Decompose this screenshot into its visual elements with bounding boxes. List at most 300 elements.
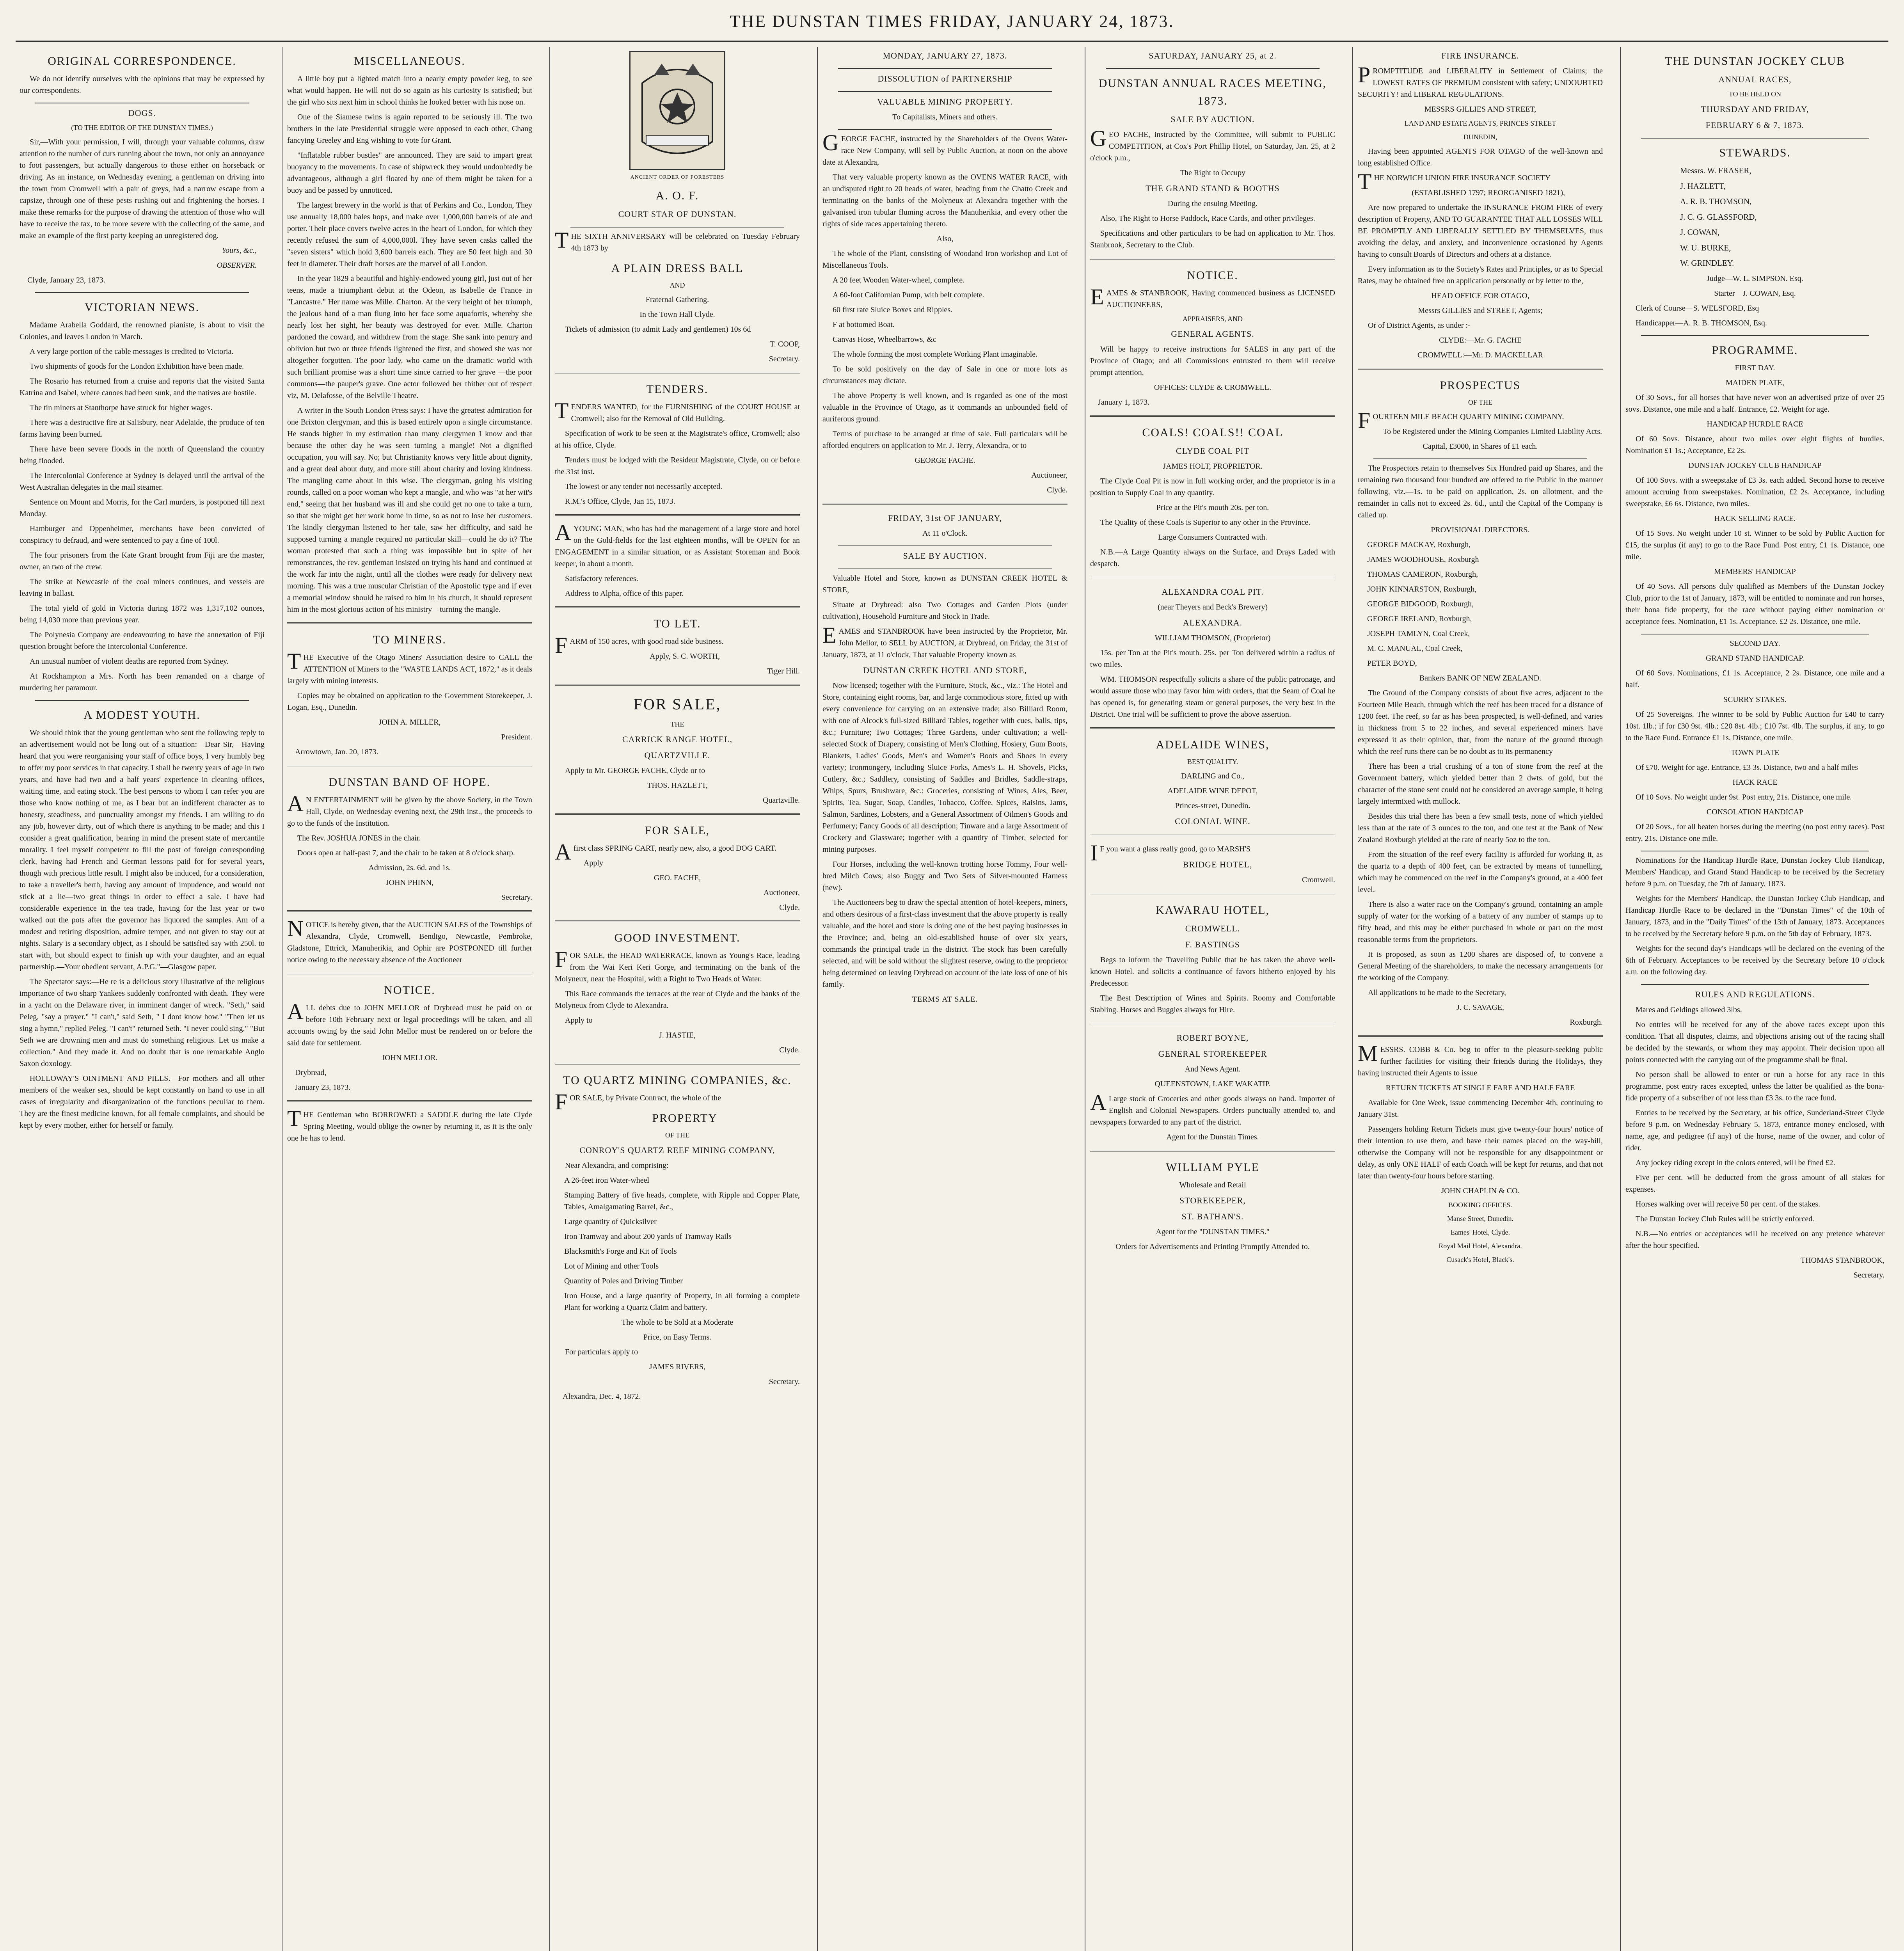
ad-title: A. O. F. bbox=[655, 189, 699, 202]
ad-body: From the situation of the reef every facility is afforded for working it, as the quartz to a depth of 400 feet, can be extracted by means of tunnelling, which may be commenced on the reef in the Company's ground, at a 400 feet level. bbox=[1358, 850, 1603, 894]
list-item: 60 first rate Sluice Boxes and Ripples. bbox=[833, 306, 953, 314]
article-title: A MODEST YOUTH. bbox=[83, 709, 201, 721]
ad-body: Large Consumers Contracted with. bbox=[1158, 533, 1267, 542]
section-heading: ORIGINAL CORRESPONDENCE. bbox=[48, 55, 236, 68]
ad-body: There is also a water race on the Company's ground, containing an ample supply of water for the working of a battery of any number of stamps up to fifty head, and this may be either purchased in whole or part on the most reasonable terms from the proprietors. bbox=[1358, 900, 1603, 944]
signature: GEO. FACHE, bbox=[654, 874, 701, 882]
ad-title: FIRE INSURANCE. bbox=[1441, 51, 1519, 60]
signature-role: Secretary. bbox=[501, 893, 532, 902]
ad-subtitle: GENERAL AGENTS. bbox=[1171, 329, 1254, 339]
ad-title: STEWARDS. bbox=[1719, 146, 1791, 159]
article-body: A writer in the South London Press says: I have the greatest admiration for one Brixton clergyman, and this is based entirely upon a single circumstance. He stands higher in my estimation than many clergymen I know and that because the other day he was seen turning a mangle! Not a dignified occupation, you will say. No; but Christianity knows very little about dignity, and a great deal about duty, and more still about charity and loving kindness. The mangling came about in this wise. The clergyman, going his visiting rounds, called on a poor woman who kept a mangle, and who was "at her wit's end," seeing that her husband was ill and she could get no one to take a turn, so that she might get her work home in time, so as not to lose her customers. The kindly clergyman listened to her tale, saw her difficulty, and said he supposed turning a mangle required no particular skill—could he do it? The woman protested that such a thing was impossible but in spite of her remonstrances, the rev. gentleman insisted on trying his hand and continued at the work far into the night, until all the clothes were ready for delivery next morning. This was a true muscular Christian of the Apostolic type and if ever a memorial window should be raised to him in his church, it should represent him in the most glorious action of his ministry—turning the mangle. bbox=[287, 406, 532, 614]
ad-body: THE SIXTH ANNIVERSARY will be celebrated on Tuesday February 4th 1873 by bbox=[555, 227, 800, 253]
rule-item: N.B.—No entries or acceptances will be received on any pretence whatever after the hour specified. bbox=[1625, 1229, 1884, 1250]
list-item: GEORGE IRELAND, Roxburgh, bbox=[1367, 615, 1472, 623]
rule-item: Any jockey riding except in the colors entered, will be fined £2. bbox=[1636, 1158, 1835, 1167]
column-divider bbox=[1620, 47, 1621, 1951]
ad-body: To be sold positively on the day of Sale in one or more lots as circumstances may dictate. bbox=[822, 365, 1067, 385]
divider bbox=[555, 813, 800, 815]
foresters-crest-icon bbox=[631, 52, 724, 169]
divider bbox=[555, 1063, 800, 1064]
column-divider bbox=[1352, 47, 1353, 1951]
ad-subtitle: ANNUAL RACES, bbox=[1718, 75, 1792, 84]
signature: Yours, &c., bbox=[222, 246, 257, 255]
divider bbox=[1641, 138, 1869, 139]
race-title: SCURRY STAKES. bbox=[1723, 695, 1787, 704]
race-body: Of 30 Sovs., for all horses that have never won an advertised prize of over 25 sovs. Distance, one mile and a half. Entrance, £2. Weight for age. bbox=[1625, 393, 1884, 414]
ad-title: DUNSTAN ANNUAL RACES MEETING, 1873. bbox=[1098, 77, 1327, 107]
ad-body: FOR SALE, by Private Contract, the whole of the bbox=[555, 1089, 721, 1114]
day-heading: FIRST DAY. bbox=[1735, 363, 1775, 372]
ad-body: Princes-street, Dunedin. bbox=[1175, 801, 1250, 810]
ad-body: The Auctioneers beg to draw the special attention of hotel-keepers, miners, and others desirous of a first-class investment that the above property is really valuable, and the hotel and store is doing one of the best paying businesses in the Province; and, being an old-established house of over six years, commands the principal trade in the district. The stock has been carefully selected, and will be sold without the slightest reserve, owing to the proprietor being determined on leaving Drybread on account of the late loss of one of his family. bbox=[822, 898, 1067, 989]
signature: T. COOP, bbox=[770, 340, 800, 348]
ad-title: KAWARAU HOTEL, bbox=[1155, 904, 1270, 917]
ad-title: DISSOLUTION of PARTNERSHIP bbox=[877, 74, 1012, 84]
news-item: Two shipments of goods for the London Exhibition have been made. bbox=[30, 362, 244, 371]
ad-body: The Clyde Coal Pit is now in full working order, and the proprietor is in a position to Supply Coal in any quantity. bbox=[1090, 477, 1335, 497]
ad-body: Four Horses, including the well-known trotting horse Tommy, Four well-bred Milch Cows; also Buggy and Two Sets of Silver-mounted Harness (new). bbox=[822, 860, 1067, 892]
race-body: Of 60 Sovs. Nominations, £1 1s. Acceptance, 2 2s. Distance, one mile and a half. bbox=[1625, 668, 1884, 689]
ad-title: PROSPECTUS bbox=[1440, 379, 1521, 392]
ad-body: All applications to be made to the Secretary, bbox=[1368, 988, 1506, 997]
column-divider bbox=[817, 47, 818, 1951]
ad-body: EAMES and STANBROOK have been instructed by the Proprietor, Mr. John Mellor, to SELL by AUCTION, at Drybread, on Friday, the 31st of January, 1873, at 11 o'clock, That valuable Property known as bbox=[822, 622, 1067, 659]
article-body: In the year 1829 a beautiful and highly-endowed young girl, just out of her teens, made a triumphant debut at the Odeon, as Isabelle de France in "Lancastre." Her name was Mille. Charton. At the very height of her triumph, the jealous hand of a man flung into her face some aquafortis, whereby she nearly lost her sight, her beauty was destroyed for ever. Mille. Charton pardoned the coward, and withdrew from the stage. She sank into penury and oblivion but two or three friends lightened the first, and showed she was not altogether forgotten. The poor lady, who came on the dramatic world with such brilliant promise was a short time since carried to her grave —the poor commons—the pauper's grave. One actor followed her thither out of respect viz, M. Delafosse, of the Belville Theatre. bbox=[287, 274, 532, 400]
signature: J. HASTIE, bbox=[659, 1031, 696, 1039]
divider bbox=[287, 910, 532, 912]
signature-role: Tiger Hill. bbox=[767, 667, 800, 675]
ad-subtitle: ST. BATHAN'S. bbox=[1181, 1212, 1244, 1221]
divider bbox=[838, 129, 1052, 130]
ad-body: ADELAIDE WINE DEPOT, bbox=[1167, 787, 1258, 795]
ad-body: THE Executive of the Otago Miners' Association desire to CALL the ATTENTION of Miners to the "WASTE LANDS ACT, 1872," as it deals largely with mining interests. bbox=[287, 649, 532, 685]
race-body: Of 40 Sovs. All persons duly qualified as Members of the Dunstan Jockey Club, prior to the 1st of January, 1873, will be entitled to nominate and run horses, their bona fide property, for the race without paying either nomination or acceptance fees. Nomination, £1 1s. Acceptance. £2 2s. Distance, one mile. bbox=[1625, 582, 1884, 626]
signature: JOHN A. MILLER, bbox=[378, 718, 441, 727]
ad-body: And News Agent. bbox=[1185, 1065, 1241, 1073]
list-item: Iron Tramway and about 200 yards of Tramway Rails bbox=[564, 1232, 732, 1241]
column-divider bbox=[549, 47, 550, 1951]
divider bbox=[822, 503, 1067, 505]
news-item: Sentence on Mount and Morris, for the Carl murders, is postponed till next Monday. bbox=[20, 498, 265, 518]
column-3 bbox=[551, 47, 804, 1951]
signature: THOS. HAZLETT, bbox=[647, 781, 708, 790]
ad-body: Are now prepared to undertake the INSURANCE FROM FIRE of every description of Property, AND TO GUARANTEE THAT ALL LOSSES WILL BE PROMPTLY AND LIBERALLY SETTLED BY THEMSELVES, thus avoiding the delay, and anxiety, and inconvenience occasioned by Agents having to consult Boards of Directors and others at a distance. bbox=[1358, 203, 1603, 259]
ad-body: Also, bbox=[936, 235, 954, 243]
signature-role: Auctioneer, bbox=[763, 888, 800, 897]
news-item: Madame Arabella Goddard, the renowned pianiste, is about to visit the Colonies, and leaves London in March. bbox=[20, 321, 265, 341]
ad-body: DARLING and Co., bbox=[1181, 772, 1245, 780]
list-item: Cusack's Hotel, Black's. bbox=[1446, 1256, 1514, 1263]
ad-body: Agent for the "DUNSTAN TIMES." bbox=[1156, 1228, 1270, 1236]
divider bbox=[287, 765, 532, 766]
ad-body: Apply to Mr. GEORGE FACHE, Clyde or to bbox=[565, 766, 705, 775]
divider bbox=[1641, 984, 1869, 985]
article-body: One of the Siamese twins is again reported to be seriously ill. The two brothers in the late Presidential struggle were opposed to each other, Chang fancying Greeley and Eng wishing to vote for Grant. bbox=[287, 113, 532, 145]
list-item: M. C. MANUAL, Coal Creek, bbox=[1367, 644, 1463, 653]
race-title: GRAND STAND HANDICAP. bbox=[1705, 654, 1805, 663]
news-item: The strike at Newcastle of the coal miners continues, and vessels are leaving in ballast. bbox=[20, 577, 265, 598]
ad-title: COALS! COALS!! COAL bbox=[1142, 426, 1283, 439]
ad-body: Satisfactory references. bbox=[565, 574, 638, 583]
rule-item: The Dunstan Jockey Club Rules will be strictly enforced. bbox=[1636, 1214, 1815, 1223]
ad-body: Also, The Right to Horse Paddock, Race Cards, and other privileges. bbox=[1100, 214, 1315, 223]
divider bbox=[1090, 258, 1335, 259]
news-item: Hamburger and Oppenheimer, merchants have been convicted of conspiracy to defraud, and were sentenced to pay a fine of 100l. bbox=[20, 524, 265, 545]
signature-role: Auctioneer, bbox=[1031, 471, 1067, 480]
article-body: "Inflatable rubber bustles" are announced. They are said to impart great buoyancy to the movements. In case of shipwreck they would undoubtedly be advantageous, although a girl floated by one of them might be taken for a buoy and be passed by unnoticed. bbox=[287, 151, 532, 195]
ad-title: TO MINERS. bbox=[373, 633, 446, 646]
divider bbox=[287, 1100, 532, 1102]
divider bbox=[1106, 68, 1320, 69]
ad-subtitle: THURSDAY AND FRIDAY, bbox=[1701, 104, 1809, 114]
dateline: January 1, 1873. bbox=[1098, 398, 1150, 407]
ad-subtitle: RETURN TICKETS AT SINGLE FARE AND HALF FARE bbox=[1385, 1084, 1575, 1092]
list-item: A 60-foot Californian Pump, with belt complete. bbox=[833, 291, 984, 299]
ad-body: The Prospectors retain to themselves Six Hundred paid up Shares, and the remaining two thousand four hundred are offered to the Public in the manner following, viz.—1s. to be paid on application, 2s. on allotment, and the remainder in calls not to exceed 2s. 6d., until the Capital of the Company is called up. bbox=[1358, 464, 1603, 519]
signature: OBSERVER. bbox=[217, 261, 257, 270]
ad-body: The whole of the Plant, consisting of Woodand Iron workshop and Lot of Miscellaneous Tools. bbox=[822, 249, 1067, 270]
divider bbox=[1373, 458, 1587, 459]
ad-title: FOR SALE, bbox=[633, 695, 721, 713]
divider bbox=[555, 920, 800, 922]
rule-item: No person shall be allowed to enter or run a horse for any race in this programme, post entry races excepted, unless the latter be qualified as the bona-fide property of a subscriber of not less than £3 3s. to the race fund. bbox=[1625, 1070, 1884, 1102]
ad-subtitle: PROVISIONAL DIRECTORS. bbox=[1431, 526, 1530, 534]
signature-role: Cromwell. bbox=[1302, 876, 1335, 884]
ad-body: WILLIAM THOMSON, (Proprietor) bbox=[1154, 634, 1271, 642]
dateline: Drybread, bbox=[295, 1068, 327, 1077]
list-item: Manse Street, Dunedin. bbox=[1447, 1215, 1513, 1222]
ad-title: PROGRAMME. bbox=[1712, 343, 1798, 357]
list-item: A 26-feet iron Water-wheel bbox=[564, 1176, 650, 1185]
rule-item: Mares and Geldings allowed 3lbs. bbox=[1636, 1005, 1742, 1014]
ad-body: Now licensed; together with the Furniture, Stock, &c., viz.: The Hotel and Store, containing eight rooms, bar, and large commodious store, fitted up with every convenience for carrying on an extensive trade; also Billiard Room, with one of Alcock's full-sized Billiard Tables, together with cues, balls, tips, &c.; Furniture; Two Cottages; Three Gardens, under cultivation; a well-selected Stock of Drapery, consisting of Men's Clothing, Hosiery, Gum Boots, Blankets, Ladies' Goods, Men's and Women's Boots and Shoes in every variety; Ironmongery, including Sluice Forks, Ames's L. H. Shovels, Picks, Cutlery, &c.; Saddlery, consisting of Saddles and Bridles, Saddle-straps, Whips, Spurs, Brushware, &c.; Groceries, consisting of Wines, Ales, Beer, Spirits, Tea, Sugar, Soap, Candles, Tobacco, Coffee, Spices, Raisins, Jams, Salmon, Sardines, Lobsters, and a General Assortment of Oilmen's Goods and Perfumery; Fancy Goods of all description; Tinware and a large Assortment of Crockery and Glassware; together with a quantity of Timber, selected for mining purposes. bbox=[822, 681, 1067, 854]
divider bbox=[555, 514, 800, 516]
column-1 bbox=[16, 47, 268, 1951]
divider bbox=[555, 684, 800, 686]
ad-body: FARM of 150 acres, with good road side business. bbox=[555, 633, 724, 658]
ad-body: PROMPTITUDE and LIBERALITY in Settlement of Claims; the LOWEST RATES OF PREMIUM consistent with safety; UNDOUBTED SECURITY! and LIBERAL REGULATIONS. bbox=[1358, 62, 1603, 99]
ad-body: QUEENSTOWN, LAKE WAKATIP. bbox=[1154, 1080, 1271, 1088]
ad-body: FOR SALE, the HEAD WATERRACE, known as Young's Race, leading from the Wai Keri Keri Gorge, and terminating on the bank of the Molyneux, near the Hospital, with a Right to Two Heads of Water. bbox=[555, 947, 800, 983]
ad-body: Will be happy to receive instructions for SALES in any part of the Province of Otago; and all Commissions entrusted to them will receive prompt attention. bbox=[1090, 345, 1335, 377]
list-item: JOSEPH TAMLYN, Coal Creek, bbox=[1367, 629, 1470, 638]
ad-body: The Quality of these Coals is Superior to any other in the Province. bbox=[1100, 518, 1311, 527]
ad-subtitle: THE GRAND STAND & BOOTHS bbox=[1146, 183, 1280, 193]
ad-body: The above Property is well known, and is regarded as one of the most valuable in the Province of Otago, as it commands an unbounded field of auriferous ground. bbox=[822, 391, 1067, 423]
list-item: JOHN KINNARSTON, Roxburgh, bbox=[1367, 585, 1477, 593]
list-item: W. GRINDLEY. bbox=[1680, 258, 1734, 268]
ad-body: Judge—W. L. SIMPSON. Esq. bbox=[1707, 274, 1803, 283]
race-title: TOWN PLATE bbox=[1730, 748, 1780, 757]
news-item: The tin miners at Stanthorpe have struck for higher wages. bbox=[30, 403, 213, 412]
ad-body: APPRAISERS, AND bbox=[1182, 315, 1243, 323]
ad-body: GEO FACHE, instructed by the Committee, will submit to PUBLIC COMPETITION, at Cox's Port Phillip Hotel, on Saturday, Jan. 25, at 2 o'clock p.m., bbox=[1090, 126, 1335, 162]
ad-subtitle: CONROY'S QUARTZ REEF MINING COMPANY, bbox=[579, 1145, 775, 1155]
ad-subtitle: CARRICK RANGE HOTEL, bbox=[622, 734, 733, 744]
signature: J. C. SAVAGE, bbox=[1456, 1003, 1504, 1012]
article-title: VICTORIAN NEWS. bbox=[84, 301, 200, 314]
ad-subtitle: ALEXANDRA. bbox=[1183, 618, 1243, 627]
ad-subtitle: CLYDE COAL PIT bbox=[1176, 446, 1250, 456]
ad-body: HEAD OFFICE FOR OTAGO, bbox=[1431, 291, 1529, 300]
ad-body: Orders for Advertisements and Printing Promptly Attended to. bbox=[1115, 1242, 1310, 1251]
ad-body: ALarge stock of Groceries and other goods always on hand. Importer of English and Colonial Newspapers. Orders punctually attended to, and newspapers forwarded to any part of the district. bbox=[1090, 1090, 1335, 1127]
news-item: The Rosario has returned from a cruise and reports that the visited Santa Katrina and Isabel, where canoes had been sunk, and the natives are hostile. bbox=[20, 377, 265, 397]
ad-body: Capital, £3000, in Shares of £1 each. bbox=[1423, 442, 1538, 451]
ad-body: Starter—J. COWAN, Esq. bbox=[1714, 289, 1796, 298]
ad-body: TO BE HELD ON bbox=[1728, 90, 1781, 98]
ad-subtitle: SALE BY AUCTION. bbox=[1170, 114, 1255, 124]
race-body: Of 60 Sovs. Distance, about two miles over eight flights of hurdles. Nomination £1 1s.; Acceptance, £2 2s. bbox=[1625, 434, 1884, 455]
ad-body: Specifications and other particulars to be had on application to Mr. Thos. Stanbrook, Secretary to the Club. bbox=[1090, 229, 1335, 249]
ad-body: The whole to be Sold at a Moderate bbox=[621, 1318, 734, 1327]
signature-role: Roxburgh. bbox=[1570, 1018, 1603, 1027]
signature-role: Quartzville. bbox=[763, 796, 800, 805]
ad-subtitle: QUARTZVILLE. bbox=[644, 750, 710, 760]
ad-subtitle: GENERAL STOREKEEPER bbox=[1158, 1049, 1267, 1059]
column-4 bbox=[819, 47, 1071, 1951]
race-body: Of 25 Sovereigns. The winner to be sold by Public Auction for £40 to carry 10st. 1lb.; if for £30 9st. 4lb.; £20 8st. 4lb.; £10 7st. 4lb. The surplus, if any, to go to the Race Fund. Entrance £1 1s. Distance, one mile. bbox=[1625, 710, 1884, 742]
masthead: THE DUNSTAN TIMES FRIDAY, JANUARY 24, 1873. bbox=[730, 12, 1174, 31]
ad-title: WILLIAM PYLE bbox=[1166, 1161, 1259, 1174]
ad-subtitle: VALUABLE MINING PROPERTY. bbox=[877, 97, 1013, 107]
ad-body: Messrs GILLIES and STREET, Agents; bbox=[1418, 306, 1543, 315]
ad-body: (near Theyers and Beck's Brewery) bbox=[1157, 603, 1268, 611]
ad-body: Price at the Pit's mouth 20s. per ton. bbox=[1156, 503, 1269, 512]
divider bbox=[1090, 1023, 1335, 1024]
list-item: Stamping Battery of five heads, complete, with Ripple and Copper Plate, Tables, Amalgamating Barrel, &c., bbox=[564, 1191, 800, 1211]
news-item: The four prisoners from the Kate Grant brought from Fiji are the master, owner, an two of the crew. bbox=[20, 551, 265, 571]
divider bbox=[1090, 727, 1335, 729]
ad-title: ALEXANDRA COAL PIT. bbox=[1162, 587, 1264, 597]
signature: JOHN CHAPLIN & CO. bbox=[1441, 1187, 1520, 1195]
list-item: J. HAZLETT, bbox=[1680, 181, 1726, 191]
ad-body: JAMES HOLT, PROPRIETOR. bbox=[1163, 462, 1263, 471]
signature-role: Clyde. bbox=[779, 903, 800, 912]
list-item: Blacksmith's Forge and Kit of Tools bbox=[564, 1247, 677, 1256]
ad-body: N.B.—A Large Quantity always on the Surface, and Drays Laded with despatch. bbox=[1090, 548, 1335, 568]
ad-body: 15s. per Ton at the Pit's mouth. 25s. per Ton delivered within a radius of two miles. bbox=[1090, 649, 1335, 669]
divider bbox=[1090, 835, 1335, 836]
ad-date-heading: MONDAY, JANUARY 27, 1873. bbox=[883, 51, 1007, 60]
ad-body: IF you want a glass really good, go to MARSH'S bbox=[1090, 840, 1251, 865]
signature-role: Clyde. bbox=[1047, 486, 1067, 494]
divider bbox=[838, 68, 1052, 69]
ad-body: Address to Alpha, office of this paper. bbox=[565, 589, 684, 598]
ad-body: OFFICES: CLYDE & CROMWELL. bbox=[1154, 383, 1272, 392]
ad-body: Weights for the second day's Handicaps will be declared on the evening of the 6th of February. Acceptances to be received by the Secretary before 10 o'clock a.m. on the following day. bbox=[1625, 944, 1884, 976]
list-item: F at bottomed Boat. bbox=[833, 320, 895, 329]
race-title: DUNSTAN JOCKEY CLUB HANDICAP bbox=[1688, 461, 1822, 470]
list-item: Messrs. W. FRASER, bbox=[1680, 166, 1751, 175]
divider bbox=[838, 545, 1052, 546]
ad-body: The Right to Occupy bbox=[1179, 169, 1246, 177]
race-body: Of £70. Weight for age. Entrance, £3 3s. Distance, two and a half miles bbox=[1636, 763, 1858, 772]
ad-subtitle: F. BASTINGS bbox=[1185, 940, 1240, 949]
list-item: JAMES WOODHOUSE, Roxburgh bbox=[1367, 555, 1479, 564]
ad-body: TENDERS WANTED, for the FURNISHING of the COURT HOUSE at Cromwell; also for the Removal of Old Building. bbox=[555, 398, 800, 423]
ad-body: Nominations for the Handicap Hurdle Race, Dunstan Jockey Club Handicap, Members' Handicap, and Grand Stand Handicap to be received by the Secretary before 9 p.m. on Tuesday, the 7th of January, 1873. bbox=[1625, 856, 1884, 888]
ad-title: ADELAIDE WINES, bbox=[1156, 738, 1270, 751]
ad-body: In the Town Hall Clyde. bbox=[639, 310, 715, 319]
list-item: Quantity of Poles and Driving Timber bbox=[564, 1277, 683, 1285]
divider bbox=[555, 606, 800, 608]
ad-title: NOTICE. bbox=[384, 984, 435, 997]
ad-body: EAMES & STANBROOK, Having commenced business as LICENSED AUCTIONEERS, bbox=[1090, 284, 1335, 309]
ad-body: During the ensuing Meeting. bbox=[1168, 199, 1257, 208]
ad-body: Passengers holding Return Tickets must give twenty-four hours' notice of their intention to use them, and have their names placed on the way-bill, otherwise the Company will not be responsible for any disappointment or delay, as only ONE HALF of each Coach will be kept for returns, and that not later than twenty-four hours before starting. bbox=[1358, 1125, 1603, 1180]
rule-item: Five per cent. will be deducted from the gross amount of all stakes for expenses. bbox=[1625, 1173, 1884, 1194]
article-body: Sir,—With your permission, I will, through your valuable columns, draw attention to the number of curs running about the town, not only an annoyance to foot passengers, but actually dangerous to those either on horseback or driving. As an instance, on Wednesday evening, a gentleman on driving into the town from Cromwell with a pair of greys, had a narrow escape from a capsize, through one of these pests rushing out and frightening the horses. I make these remarks for the purpose of drawing the attention of those who will have to receive the tax, to be more severe with the collecting of the same, and make an example of the first party keeping an unregistered dog. bbox=[20, 138, 265, 240]
ad-body: To Capitalists, Miners and others. bbox=[892, 113, 998, 121]
ad-body: Clerk of Course—S. WELSFORD, Esq bbox=[1636, 304, 1759, 313]
ad-body: Weights for the Members' Handicap, the Dunstan Jockey Club Handicap, and Handicap Hurdle Race to be declared in the "Dunstan Times" of the 10th of January, 1873, and in the "Daily Times" of the 13th of January, 1873. Acceptances to be received by the Secretary before 9 p.m. on the 5th day of February, 1873. bbox=[1625, 894, 1884, 938]
column-2 bbox=[283, 47, 536, 1951]
column-5 bbox=[1086, 47, 1339, 1951]
ad-body: CLYDE:—Mr. G. FACHE bbox=[1439, 336, 1522, 345]
divider bbox=[1090, 1150, 1335, 1151]
article-body: We should think that the young gentleman who sent the following reply to an advertisement would not be long out of a situation:—Dear Sir,—Having heard that you were reorganising your staff of office boys, I very humbly beg to offer my poor services in that capacity. I shall be twenty years of age in two years, and have had two and a half years' experience in cleaning offices, waiting time, and eating stock. The best persons to whom I can refer you are those who know nothing of me, as I bear but an indifferent character as to honesty, steadiness, and punctuality amongst my friends. I am willing to do any job, however dirty, out of which there is anything to be made; and this I consider a great qualification, bearing in mind the present state of mercantile morality. I feel myself competent to fill the post of foreign corresponding clerk, having had French and German lessons paid for for several years, though with precious little result. I might also be induced, for a consideration, to take a traveller's berth, having any amount of impudence, and would not stick at a lie—two great things in order to effect a sale. I have had considerable experience in the tea trade, having for the last year or two walked out the pots after the governor has liquored the samples. Am of a modest and retiring disposition, admire temper, and not given to stay out at nights. Salary is a secondary object, as I should be satisfied say with 250l. to start with, but should expect to finish up with your daughter, and an equal partnership.—Your obedient servant, A.P.G."—Glasgow paper. bbox=[20, 729, 265, 971]
column-6 bbox=[1354, 47, 1607, 1951]
list-item: J. COWAN, bbox=[1680, 227, 1719, 237]
ad-footer: TERMS AT SALE. bbox=[912, 995, 978, 1004]
ad-body: NOTICE is hereby given, that the AUCTION SALES of the Townships of Alexandra, Clyde, Cromwell, Bendigo, Newcastle, Pembroke, Gladstone, Ettrick, Manuherikia, and Ophir are POSTPONED till further notice owing to the necessary absence of the Auctioneer bbox=[287, 916, 532, 964]
ad-body: Copies may be obtained on application to the Government Storekeeper, J. Logan, Esq., Dunedin. bbox=[287, 691, 532, 712]
ad-title: SALE BY AUCTION. bbox=[903, 551, 987, 561]
ad-title: NOTICE. bbox=[1187, 269, 1238, 282]
ad-body: The Best Description of Wines and Spirits. Roomy and Comfortable Stabling. Horses and Buggies always for Hire. bbox=[1090, 994, 1335, 1014]
ad-subtitle: BRIDGE HOTEL, bbox=[1183, 860, 1252, 869]
rule-item: Entries to be received by the Secretary, at his office, Sunderland-Street Clyde before 9 p.m. on Wednesday February 5, 1873, entrance money enclosed, with name, age, and pedigree (if any) of the horse, name of the owner, and color of rider. bbox=[1625, 1108, 1884, 1152]
ad-subtitle: STOREKEEPER, bbox=[1179, 1196, 1246, 1205]
article-title: DOGS. bbox=[128, 108, 156, 118]
ad-body: There has been a trial crushing of a ton of stone from the reef at the Government battery, which yielded better than 2 dwts. of gold, but the character of the stone sent could not be considered an average sample, it being largely intermixed with mullock. bbox=[1358, 762, 1603, 806]
ad-body: Situate at Drybread: also Two Cottages and Garden Plots (under cultivation), Household Furniture and Stock in Trade. bbox=[822, 601, 1067, 621]
ad-body: CROMWELL:—Mr. D. MACKELLAR bbox=[1417, 351, 1543, 359]
signature-role: Secretary. bbox=[1853, 1270, 1884, 1279]
ad-body: Having been appointed AGENTS FOR OTAGO of the well-known and long established Office. bbox=[1358, 147, 1603, 167]
news-item: The total yield of gold in Victoria during 1872 was 1,317,102 ounces, being 14,030 more than previous year. bbox=[20, 604, 265, 624]
emblem-caption: ANCIENT ORDER OF FORESTERS bbox=[630, 174, 725, 180]
divider bbox=[35, 700, 249, 701]
ad-body: AN ENTERTAINMENT will be given by the above Society, in the Town Hall, Clyde, on Wednesday evening next, the 29th inst., the proceeds to go to the funds of the Institution. bbox=[287, 791, 532, 828]
news-item: At Rockhampton a Mrs. North has been remanded on a charge of murdering her paramour. bbox=[20, 672, 265, 692]
ad-body: Admission, 2s. 6d. and 1s. bbox=[368, 864, 451, 872]
ad-title: A PLAIN DRESS BALL bbox=[611, 262, 744, 275]
ad-body: MESSRS. COBB & Co. beg to offer to the pleasure-seeking public further facilities for visiting their friends during the Holidays, they having instructed their Agents to issue bbox=[1358, 1041, 1603, 1077]
list-item: Eames' Hotel, Clyde. bbox=[1450, 1228, 1510, 1236]
ad-body: At 11 o'Clock. bbox=[922, 529, 968, 538]
dateline: Clyde, January 23, 1873. bbox=[27, 276, 105, 284]
news-item: The Intercolonial Conference at Sydney is delayed until the arrival of the West Australian delegates in the mail steamer. bbox=[20, 471, 265, 492]
divider bbox=[1358, 368, 1603, 370]
masthead-rule bbox=[16, 41, 1888, 42]
race-title: HACK RACE bbox=[1732, 778, 1778, 787]
newspaper-page bbox=[16, 47, 1888, 1951]
ad-body: Every information as to the Society's Rates and Principles, or as to Special Rates, may be obtained free on application personally or by letter to the, bbox=[1358, 265, 1603, 285]
ad-title: TO LET. bbox=[654, 617, 701, 630]
divider bbox=[1090, 893, 1335, 894]
ad-title: GOOD INVESTMENT. bbox=[614, 931, 741, 944]
ad-body: That very valuable property known as the OVENS WATER RACE, with an undisputed right to 20 heads of water, heading from the Chatto Creek and terminating on the banks of the Molyneux at Alexandra together with the galvanised iron tubular fluming across the Manuherikia, and every other the rights of side races appertaining thereto. bbox=[822, 173, 1067, 228]
ad-title: THE DUNSTAN JOCKEY CLUB bbox=[1665, 55, 1845, 68]
divider bbox=[287, 622, 532, 624]
signature-role: Secretary. bbox=[769, 1377, 800, 1386]
ad-body: Doors open at half-past 7, and the chair to be taken at 8 o'clock sharp. bbox=[297, 849, 515, 857]
ad-body: Apply, S. C. WORTH, bbox=[650, 652, 720, 661]
disclaimer: We do not identify ourselves with the opinions that may be expressed by our correspondents. bbox=[20, 75, 265, 95]
ad-body: AYOUNG MAN, who has had the management of a large store and hotel on the Gold-fields for the last eighteen months, will be OPEN for an ENGAGEMENT in a similar situation, or as Assistant Storeman and Book keeper, in about a month. bbox=[555, 520, 800, 568]
race-body: Of 15 Sovs. No weight under 10 st. Winner to be sold by Public Auction for £15, the surplus (if any) to go to the Race Fund. Post entry, £1 1s. Distance, one mile. bbox=[1625, 529, 1884, 561]
race-body: Of 100 Sovs. with a sweepstake of £3 3s. each added. Second horse to receive amount accruing from sweepstakes. Nomination, £2 2s. Acceptance, including sweepstake, £6 6s. Distance, two miles. bbox=[1625, 476, 1884, 508]
ad-body: It is proposed, as soon as 1200 shares are disposed of, to convene a General Meeting of the shareholders, to make the necessary arrangements for the working of the Company. bbox=[1358, 950, 1603, 982]
divider bbox=[35, 292, 249, 293]
ad-body: Price, on Easy Terms. bbox=[643, 1333, 712, 1342]
ad-subtitle: RULES AND REGULATIONS. bbox=[1695, 989, 1815, 999]
news-item: The Polynesia Company are endeavouring to have the annexation of Fiji question brought before the Intercolonial Conference. bbox=[20, 631, 265, 651]
race-title: HACK SELLING RACE. bbox=[1714, 514, 1796, 523]
ad-title: DUNSTAN BAND OF HOPE. bbox=[329, 776, 491, 789]
ad-body: DUNEDIN, bbox=[1463, 133, 1497, 141]
dateline: Alexandra, Dec. 4, 1872. bbox=[563, 1392, 641, 1401]
ad-body: Apply bbox=[583, 859, 603, 867]
ad-body: For particulars apply to bbox=[565, 1348, 638, 1356]
signature: JAMES RIVERS, bbox=[649, 1363, 706, 1371]
news-item: There was a destructive fire at Salisbury, near Adelaide, the produce of ten farms having been burned. bbox=[20, 418, 265, 439]
list-item: THOMAS CAMERON, Roxburgh, bbox=[1367, 570, 1478, 579]
list-item: W. U. BURKE, bbox=[1680, 243, 1731, 252]
divider bbox=[1358, 1035, 1603, 1037]
list-item: J. C. G. GLASSFORD, bbox=[1680, 212, 1757, 222]
divider bbox=[1641, 335, 1869, 336]
ad-body: Valuable Hotel and Store, known as DUNSTAN CREEK HOTEL & STORE, bbox=[822, 574, 1067, 594]
divider bbox=[1090, 415, 1335, 417]
list-item: A. R. B. THOMSON, bbox=[1680, 197, 1752, 206]
list-item: Large quantity of Quicksilver bbox=[564, 1217, 657, 1226]
list-item: A 20 feet Wooden Water-wheel, complete. bbox=[833, 276, 965, 284]
ad-body: Agent for the Dunstan Times. bbox=[1166, 1133, 1259, 1141]
race-title: HANDICAP HURDLE RACE bbox=[1707, 419, 1803, 428]
ad-body: To be Registered under the Mining Companies Limited Liability Acts. bbox=[1383, 427, 1602, 436]
list-item: Canvas Hose, Wheelbarrows, &c bbox=[833, 335, 936, 344]
ad-body: This Race commands the terraces at the rear of Clyde and the banks of the Molyneux from Clyde to Alexandra. bbox=[555, 990, 800, 1010]
divider bbox=[838, 91, 1052, 92]
article-subtitle: (TO THE EDITOR OF THE DUNSTAN TIMES.) bbox=[71, 124, 213, 131]
list-item: GEORGE BIDGOOD, Roxburgh, bbox=[1367, 600, 1474, 608]
ad-body: BEST QUALITY. bbox=[1187, 758, 1238, 766]
ad-body: Tenders must be lodged with the Resident Magistrate, Clyde, on or before the 31st inst. bbox=[555, 456, 800, 476]
ad-body: Tickets of admission (to admit Lady and gentlemen) 10s 6d bbox=[565, 325, 751, 334]
list-item: Lot of Mining and other Tools bbox=[564, 1262, 659, 1270]
ad-body: Handicapper—A. R. B. THOMSON, Esq. bbox=[1636, 318, 1767, 327]
ad-body: MESSRS GILLIES AND STREET, bbox=[1424, 105, 1536, 114]
ad-body: Wholesale and Retail bbox=[1179, 1181, 1246, 1189]
list-item: Royal Mail Hotel, Alexandra. bbox=[1439, 1242, 1522, 1250]
ad-body: Apply to bbox=[565, 1016, 593, 1025]
ad-title: TO QUARTZ MINING COMPANIES, &c. bbox=[563, 1074, 792, 1087]
ad-subtitle: COURT STAR OF DUNSTAN. bbox=[618, 209, 737, 219]
ad-body: THE NORWICH UNION FIRE INSURANCE SOCIETY bbox=[1358, 169, 1551, 194]
ad-subtitle: FEBRUARY 6 & 7, 1873. bbox=[1705, 120, 1805, 130]
article-body: The Spectator says:—He re is a delicious story illustrative of the religious importance of two sharp Yankees suddenly confronted with death. They were in a yacht on the Delaware river, in imminent danger of wreck. "Seth," said Peleg, "say a prayer." "I can't," said Seth, " I dont know how." "Then let us sing a hymn," replied Peleg. "I can't" returned Seth. "I never could sing." "But Seth we are drowning men and must do something religious. Let us make a collection." And they made it. And no doubt that is one remarkable Anglo Saxon doxology. bbox=[20, 977, 265, 1068]
race-title: CONSOLATION HANDICAP bbox=[1706, 807, 1804, 816]
list-item: GEORGE MACKAY, Roxburgh, bbox=[1367, 540, 1471, 549]
article-body: The largest brewery in the world is that of Perkins and Co., London, They use annually 18,000 bales hops, and make over 1,000,000 barrels of ale and porter. Their place covers twelve acres in the heart of London, for which they recently refused the sum of 4,000,000l. They have seven casks called the "seven sisters" which hold 3,600 barrels each. They are 50 feet high and 30 feet in diameter. Their draft horses are the marvel of all London. bbox=[287, 201, 532, 268]
signature-role: Secretary. bbox=[769, 355, 800, 363]
race-title: MEMBERS' HANDICAP bbox=[1714, 567, 1796, 576]
ad-body: LAND AND ESTATE AGENTS, PRINCES STREET bbox=[1404, 119, 1556, 127]
